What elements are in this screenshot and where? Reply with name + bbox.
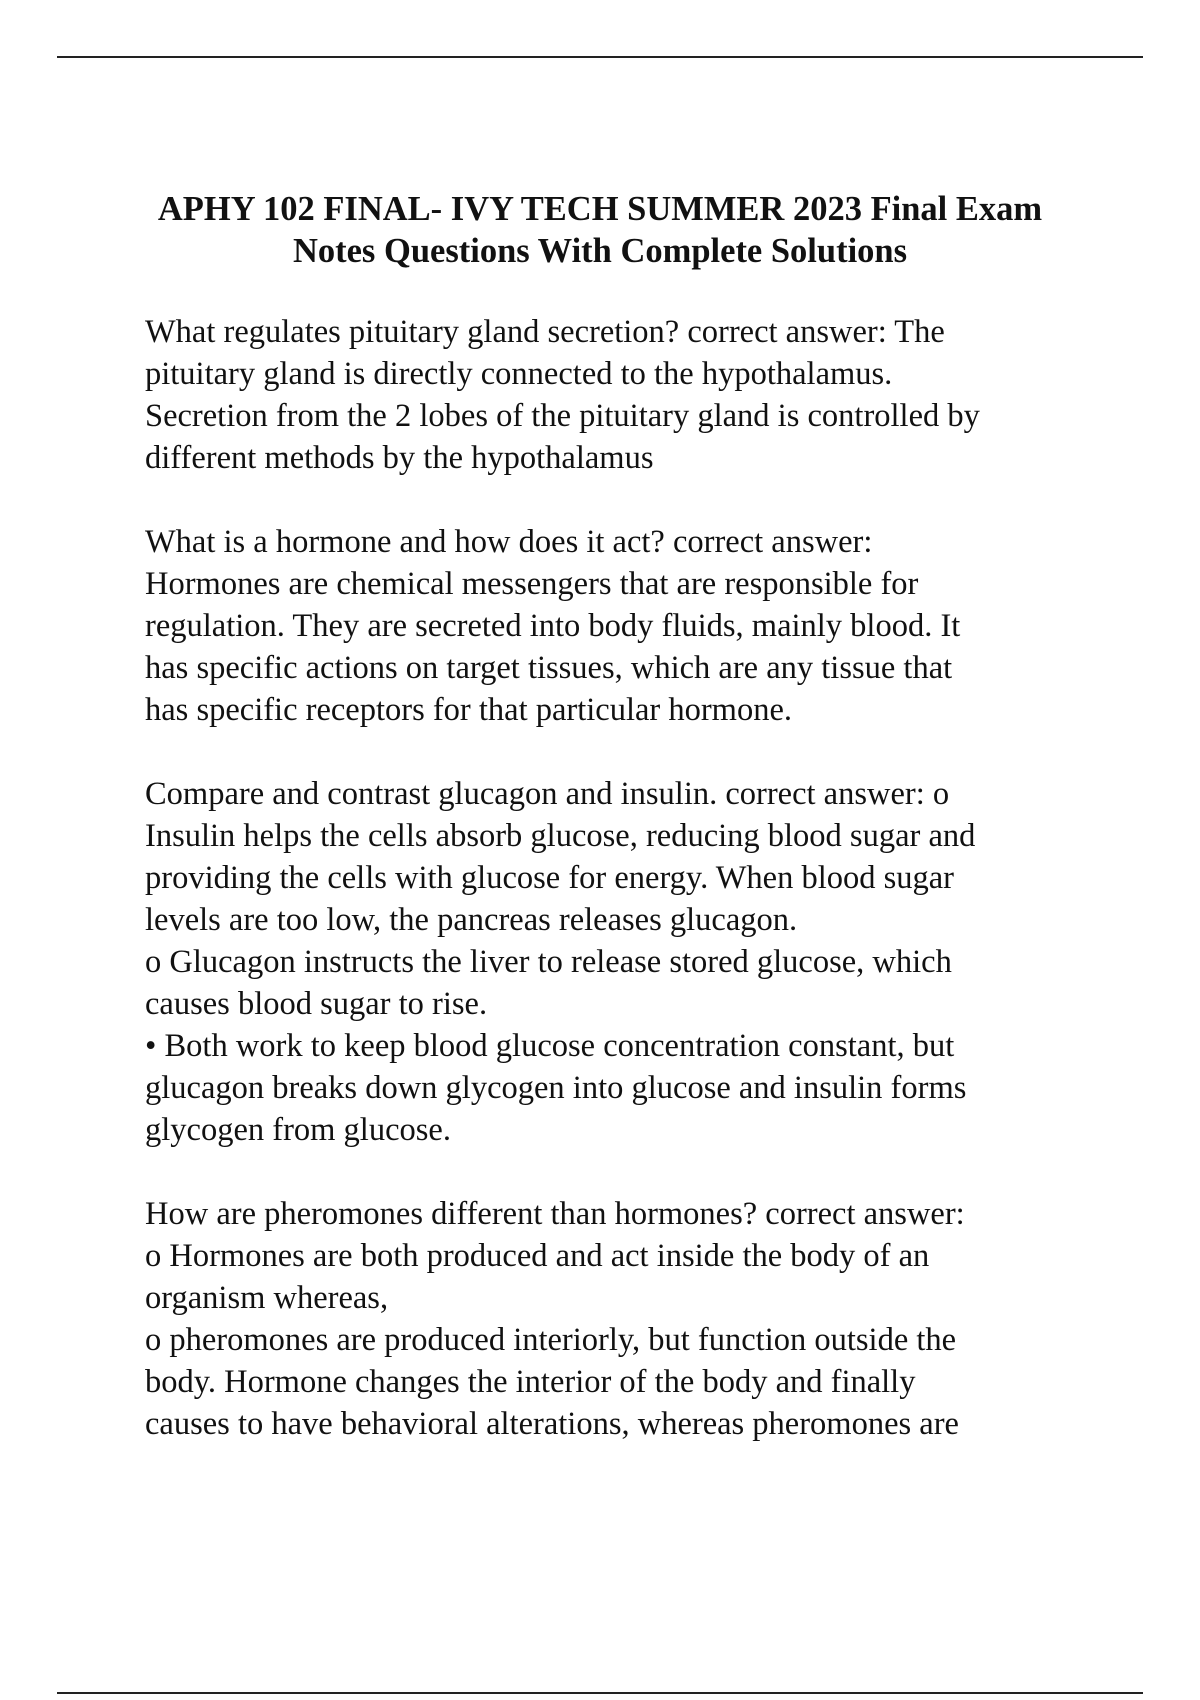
text-line: pituitary gland is directly connected to the hypothalamus. xyxy=(145,356,893,392)
text-line: What regulates pituitary gland secretion? correct answer: The xyxy=(145,314,945,350)
text-line: How are pheromones different than hormones? correct answer: xyxy=(145,1196,965,1232)
text-line: body. Hormone changes the interior of the body and finally xyxy=(145,1364,916,1400)
qa-block-hormone xyxy=(145,521,1155,731)
text-line: o pheromones are produced interiorly, but function outside the xyxy=(145,1322,957,1358)
text-line: levels are too low, the pancreas releases glucagon. xyxy=(145,902,798,938)
text-line: o Hormones are both produced and act inside the body of an xyxy=(145,1238,930,1274)
text-line: Hormones are chemical messengers that are responsible for xyxy=(145,566,919,602)
title-line: Notes Questions With Complete Solutions xyxy=(292,232,908,270)
text-line: Secretion from the 2 lobes of the pituitary gland is controlled by xyxy=(145,398,980,434)
text-line: • Both work to keep blood glucose concentration constant, but xyxy=(145,1028,955,1064)
text-line: Insulin helps the cells absorb glucose, reducing blood sugar and xyxy=(145,818,976,854)
document-title xyxy=(100,188,1100,272)
text-line: providing the cells with glucose for energy. When blood sugar xyxy=(145,860,955,896)
text-line: What is a hormone and how does it act? correct answer: xyxy=(145,524,873,560)
title-line: APHY 102 FINAL- IVY TECH SUMMER 2023 Final Exam xyxy=(157,190,1043,228)
qa-block-pheromones xyxy=(145,1193,1155,1445)
text-line: organism whereas, xyxy=(145,1280,389,1316)
text-line: glycogen from glucose. xyxy=(145,1112,451,1148)
text-line: o Glucagon instructs the liver to release stored glucose, which xyxy=(145,944,952,980)
footer-rule xyxy=(57,1692,1143,1694)
text-line: has specific actions on target tissues, which are any tissue that xyxy=(145,650,953,686)
text-line: causes blood sugar to rise. xyxy=(145,986,488,1022)
text-line: causes to have behavioral alterations, whereas pheromones are xyxy=(145,1406,959,1442)
qa-content xyxy=(145,311,1155,1487)
text-line: glucagon breaks down glycogen into glucose and insulin forms xyxy=(145,1070,967,1106)
qa-block-pituitary xyxy=(145,311,1155,479)
text-line: regulation. They are secreted into body fluids, mainly blood. It xyxy=(145,608,961,644)
qa-block-glucagon-insulin xyxy=(145,773,1155,1151)
text-line: has specific receptors for that particular hormone. xyxy=(145,692,793,728)
header-rule xyxy=(57,56,1143,58)
text-line: Compare and contrast glucagon and insulin. correct answer: o xyxy=(145,776,950,812)
text-line: different methods by the hypothalamus xyxy=(145,440,654,476)
